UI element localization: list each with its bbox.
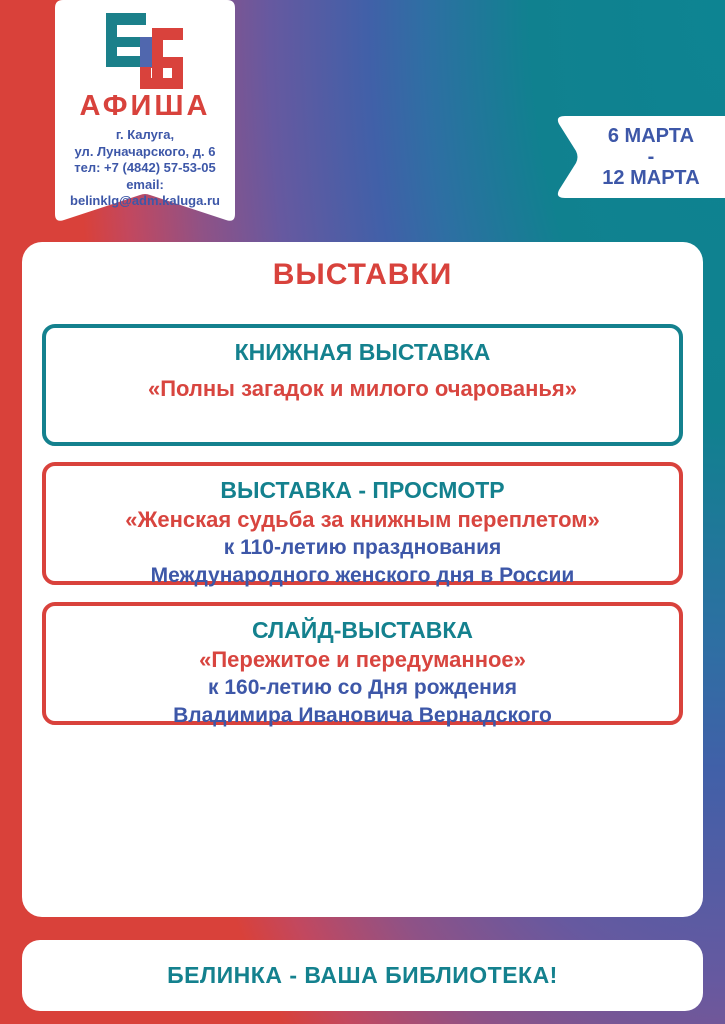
address-city: г. Калуга, xyxy=(115,127,175,142)
brand-ribbon xyxy=(55,0,235,224)
exhibition-type: ВЫСТАВКА - ПРОСМОТР xyxy=(220,477,505,503)
logo-red-b-top-arm xyxy=(152,28,183,40)
date-separator: - xyxy=(647,145,655,168)
brand-title: АФИША xyxy=(79,90,211,122)
footer-bar xyxy=(22,940,703,1011)
exhibition-note: к 110-летию празднования xyxy=(223,536,502,559)
date-range xyxy=(577,116,725,198)
date-ribbon xyxy=(553,116,725,198)
page-title: ВЫСТАВКИ xyxy=(272,258,453,291)
exhibition-title: «Пережитое и передуманное» xyxy=(199,647,526,672)
address-phone: тел: +7 (4842) 57-53-05 xyxy=(74,160,216,175)
logo-teal-b-mid-arm xyxy=(106,37,140,47)
exhibition-note: Международного женского дня в России xyxy=(150,564,575,587)
address-email: email: belinklg@adm.kaluga.ru xyxy=(70,176,220,208)
exhibition-type: СЛАЙД-ВЫСТАВКА xyxy=(252,617,473,643)
exhibition-title: «Женская судьба за книжным переплетом» xyxy=(125,507,600,532)
exhibition-card-slide xyxy=(42,602,683,725)
exhibition-note: к 160-летию со Дня рождения xyxy=(207,676,517,699)
date-from: 6 МАРТА xyxy=(607,124,695,147)
logo-teal-b-bottom-arm xyxy=(106,56,140,67)
library-logo-icon xyxy=(106,13,184,89)
footer-slogan: БЕЛИНКА - ВАША БИБЛИОТЕКА! xyxy=(167,962,558,988)
main-card xyxy=(22,242,703,917)
exhibition-card-view xyxy=(42,462,683,585)
brand-address xyxy=(55,127,235,210)
logo-blue-accent xyxy=(140,37,152,67)
exhibition-title: «Полны загадок и милого очарованья» xyxy=(147,376,578,401)
exhibition-card-book xyxy=(42,324,683,446)
exhibition-type: КНИЖНАЯ ВЫСТАВКА xyxy=(234,339,491,365)
address-street: ул. Луначарского, д. 6 xyxy=(74,143,216,159)
exhibition-note: Владимира Ивановича Вернадского xyxy=(173,704,552,727)
logo-teal-b-top-arm xyxy=(106,13,146,25)
date-to: 12 МАРТА xyxy=(602,166,700,189)
